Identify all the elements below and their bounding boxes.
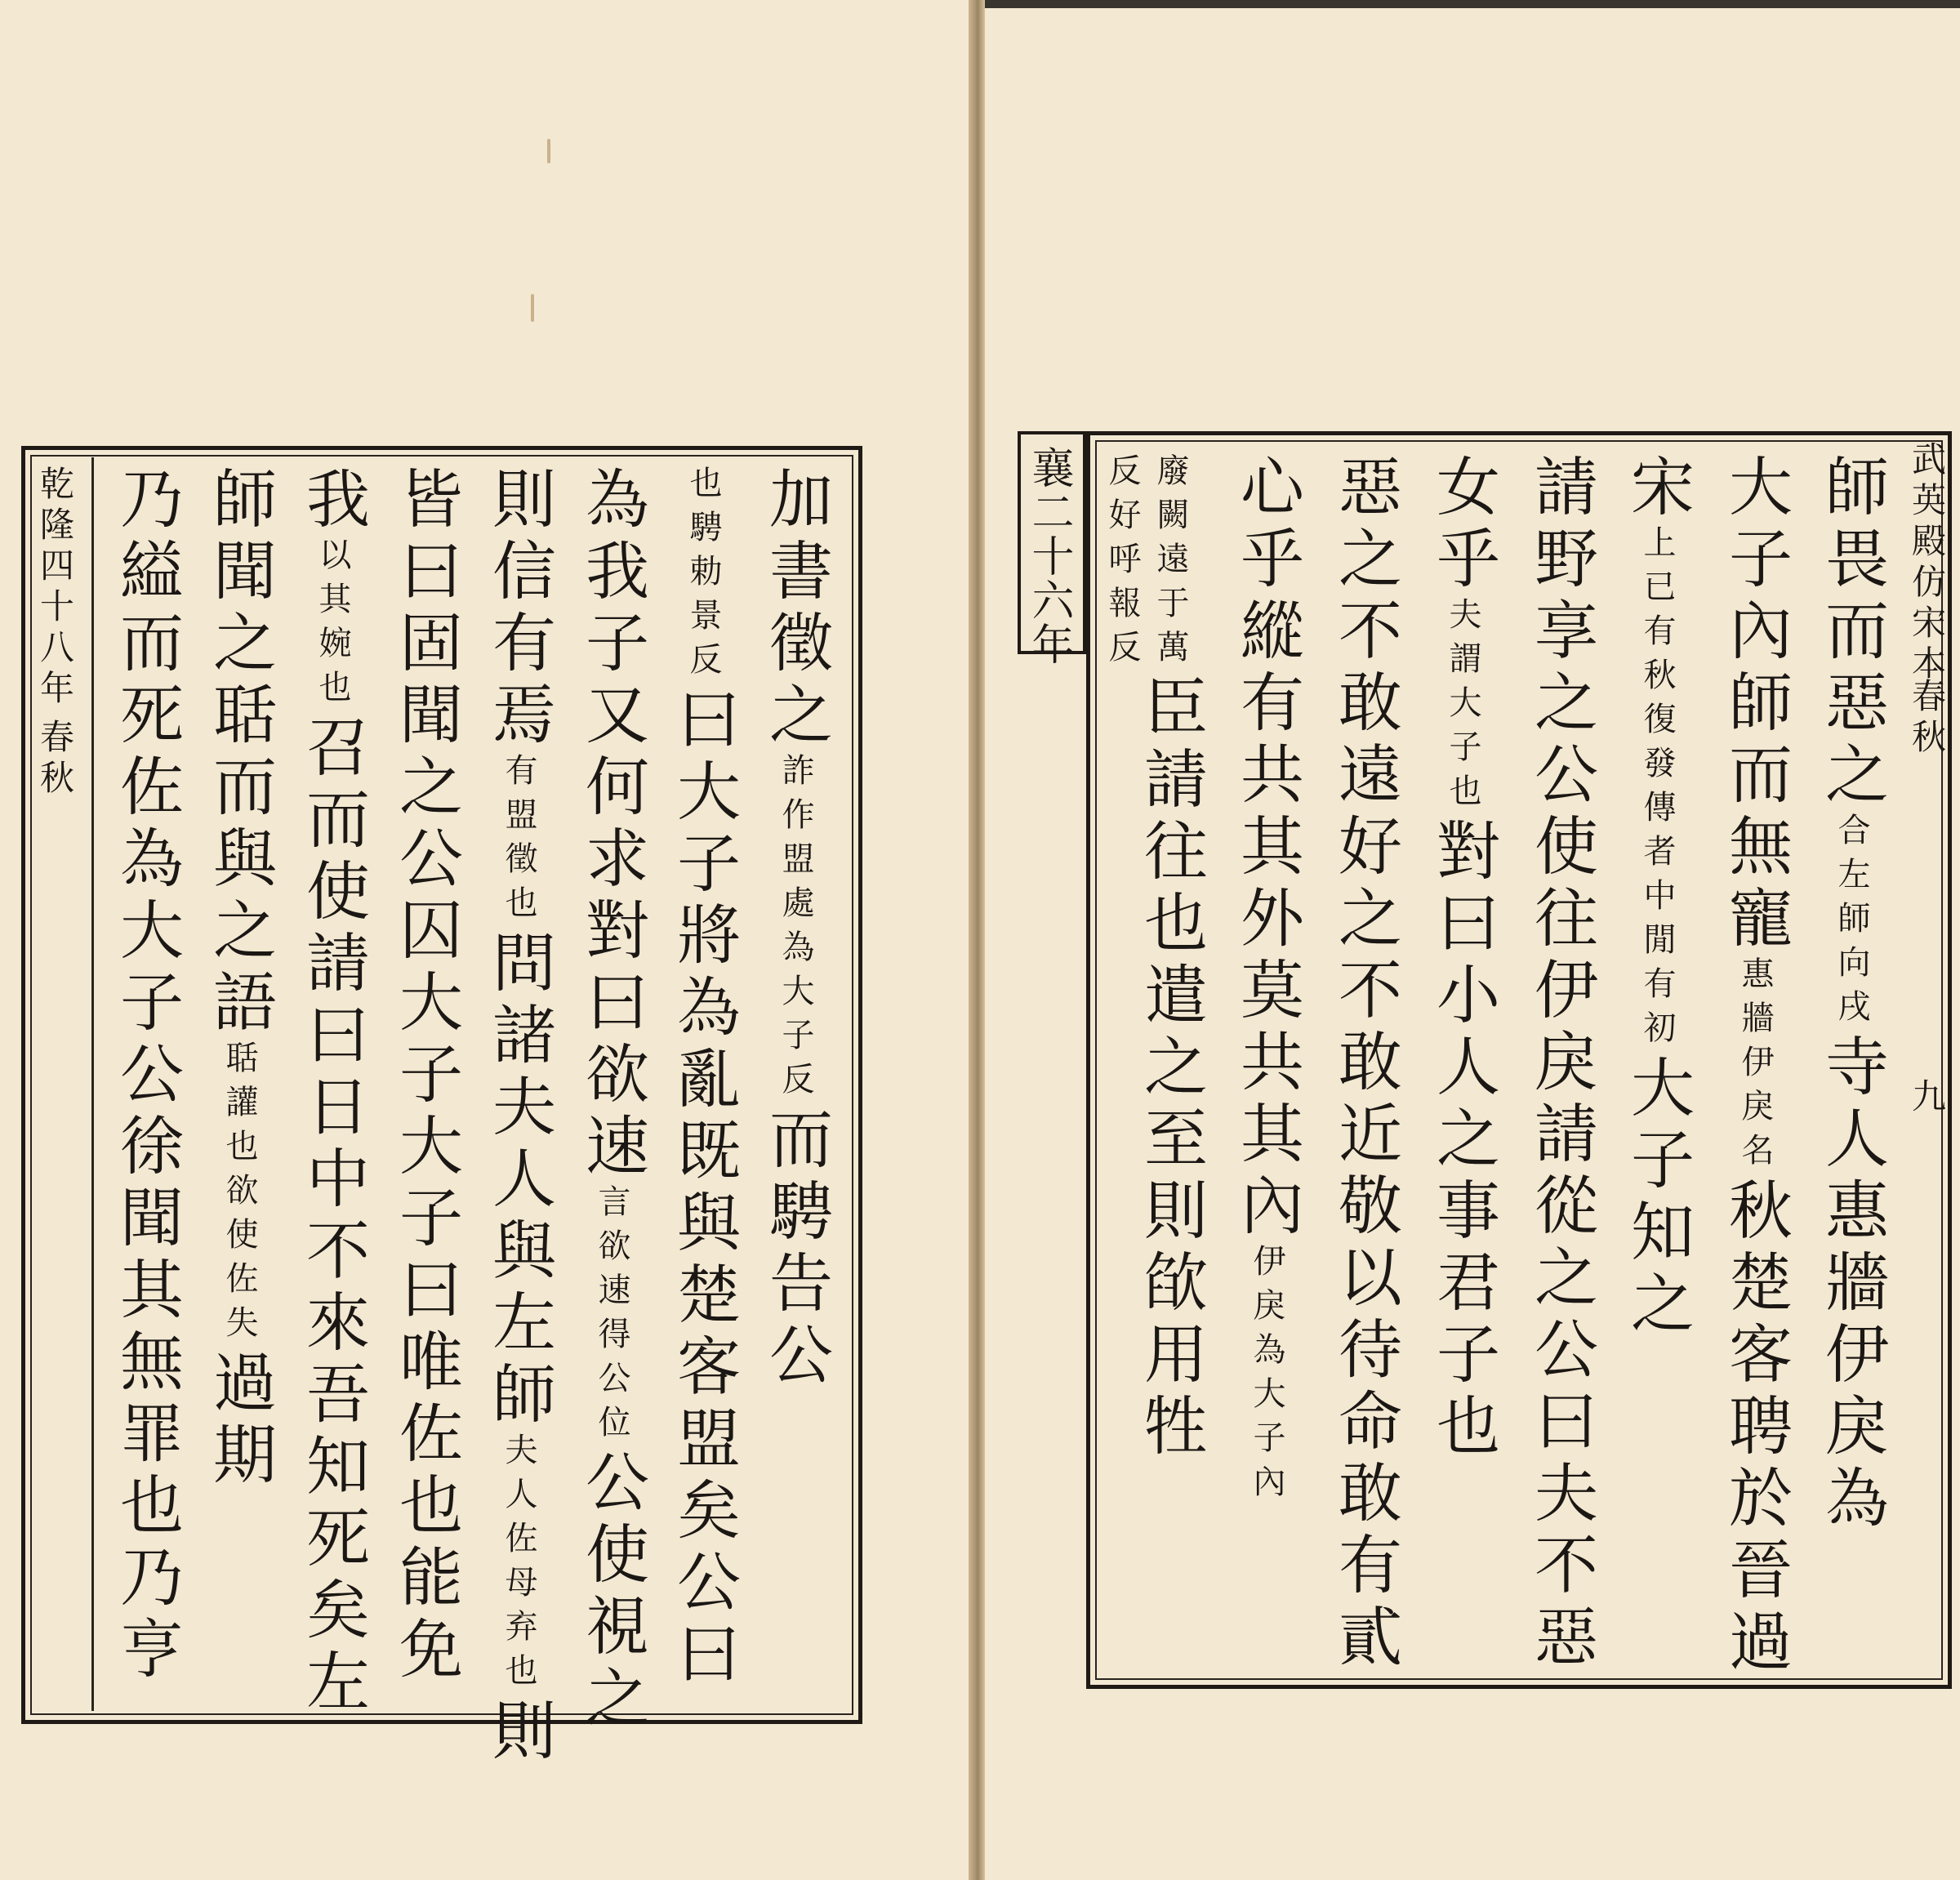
main-text: 師聞之聒而與之語	[203, 466, 276, 1040]
main-text: 公使視之	[575, 1449, 648, 1736]
main-text: 大子知之	[1620, 1054, 1694, 1342]
right-margin-fold: 春秋	[1907, 678, 1947, 760]
main-text: 對曰小人之事君子也	[1426, 817, 1499, 1464]
annotation-text: 合左師向戌	[1833, 813, 1870, 1033]
annotation-text: 伊戾為大子內	[1248, 1244, 1285, 1508]
ink-mark	[531, 294, 534, 322]
main-text: 女乎	[1426, 453, 1499, 597]
right-col-3	[1620, 453, 1694, 1342]
left-col-1	[759, 466, 832, 1393]
main-text: 我	[296, 466, 369, 537]
left-col-6	[296, 466, 369, 1720]
main-text: 師畏而惡之	[1815, 453, 1888, 813]
annotation-text: 夫人佐母弃也	[500, 1432, 537, 1697]
annotation-text: 上已有秋復發傳者中閒有初	[1638, 525, 1676, 1054]
main-text: 為我子又何求對曰欲速	[575, 466, 648, 1184]
main-text: 寺人惠牆伊戾為	[1815, 1033, 1888, 1536]
right-col-2	[1718, 453, 1792, 1680]
margin-rule	[91, 457, 94, 1711]
annotation-text: 夫謂大子也	[1444, 597, 1481, 817]
main-text: 則	[482, 1697, 555, 1769]
chapter-label: 襄二十六年	[1024, 446, 1073, 666]
right-col-7	[1230, 453, 1303, 1508]
right-col-5	[1426, 453, 1499, 1464]
annotation-text: 廢闕遠于萬	[1152, 453, 1189, 674]
main-text: 加書徵之	[759, 466, 832, 753]
main-text: 心乎縱有共其外莫共其內	[1230, 453, 1303, 1244]
main-text: 召而使請曰日中不來吾知死矣左	[296, 714, 369, 1720]
annotation-text: 聒讙也欲使佐失	[220, 1040, 258, 1349]
right-col-4: 請野享之公使往伊戾請從之公曰夫不惡	[1524, 453, 1597, 1675]
ink-mark	[547, 139, 550, 163]
right-margin-header: 武英殿仿宋本	[1907, 441, 1947, 686]
left-col-2	[666, 466, 740, 1692]
annotation-text: 也騁勅景反	[684, 466, 722, 686]
book-gutter	[969, 0, 985, 1880]
annotation-text: 言欲速得公位	[593, 1184, 630, 1449]
annotation-text: 有盟徵也	[500, 753, 537, 929]
left-col-4	[482, 466, 555, 1769]
main-text: 而騁告公	[759, 1106, 832, 1393]
right-page-top-edge	[985, 0, 1960, 8]
main-text: 秋楚客聘於晉過	[1718, 1177, 1792, 1680]
main-text: 大子內師而無寵	[1718, 453, 1792, 956]
right-col-9: 反好呼報反	[1103, 453, 1141, 674]
left-col-5: 皆曰固聞之公囚大子大子曰唯佐也能免	[389, 466, 462, 1687]
main-text: 問諸夫人與左師	[482, 929, 555, 1432]
main-text: 臣請往也遣之至則欿用牲	[1134, 674, 1207, 1464]
left-col-7	[203, 466, 276, 1493]
right-margin-page-number: 九	[1907, 1078, 1947, 1119]
main-text: 宋	[1620, 453, 1694, 525]
chapter-label-box	[1018, 431, 1086, 666]
right-col-6: 惡之不敢遠好之不敢近敬以待命敢有貳	[1328, 453, 1401, 1675]
left-margin-fold: 春秋	[35, 719, 75, 800]
main-text: 則信有焉	[482, 466, 555, 753]
annotation-text: 以其婉也	[314, 537, 351, 714]
right-col-8	[1134, 453, 1207, 1464]
main-text: 過期	[203, 1349, 276, 1493]
annotation-text: 詐作盟處為大子反	[777, 753, 814, 1106]
left-margin-header: 乾隆四十八年	[35, 466, 75, 711]
left-col-3	[575, 466, 648, 1736]
main-text: 曰大子將為亂既與楚客盟矣公曰	[666, 686, 740, 1692]
left-col-8: 乃縊而死佐為大子公徐聞其無罪也乃亨	[109, 466, 183, 1687]
annotation-text: 惠牆伊戾名	[1736, 956, 1774, 1177]
right-col-1	[1815, 453, 1888, 1536]
